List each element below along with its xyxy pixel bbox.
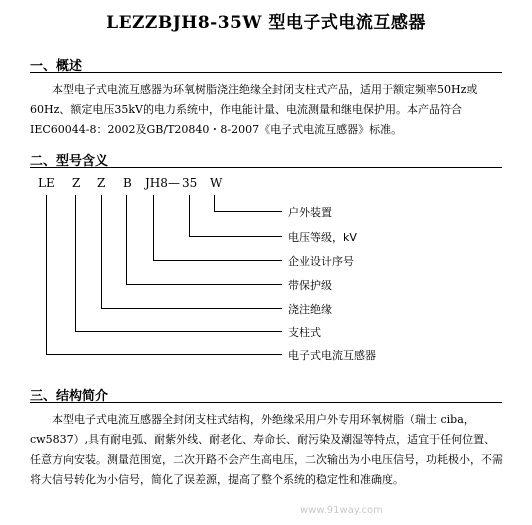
model-code-w: W	[210, 176, 223, 190]
connector-line	[154, 195, 283, 261]
model-code-z2: Z	[97, 176, 106, 190]
model-code-le: LE	[38, 176, 55, 190]
meaning-post-type: 支柱式	[288, 326, 321, 339]
connector-line	[102, 195, 283, 309]
section-heading-overview: 一、概述	[30, 59, 83, 74]
meaning-cast-insulation: 浇注绝缘	[288, 303, 332, 316]
section-heading-structure: 三、结构简介	[30, 389, 109, 404]
connector-line	[127, 195, 283, 285]
document-title: LEZZBJH8-35W 型电子式电流互感器	[106, 13, 426, 33]
model-code-b: B	[123, 176, 132, 190]
model-code-35: 35	[182, 176, 198, 190]
meaning-ect: 电子式电流互感器	[288, 349, 376, 362]
connector-line	[76, 195, 283, 332]
overview-paragraph: 本型电子式电流互感器为环氧树脂浇注绝缘全封闭支柱式产品，适用于额定频率50Hz或60Hz、额定电压35kV的电力系统中，作电能计量、电流测量和继电保护用。本产品符合IEC60044-8：2002及GB/T20840・8-2007《电子式电流互感器》标准。	[30, 83, 478, 136]
model-code-dash: —	[168, 176, 180, 190]
model-code-jh8: JH8	[145, 176, 168, 190]
model-code-z1: Z	[72, 176, 81, 190]
section-divider	[30, 402, 502, 403]
meaning-voltage-level: 电压等级，kV	[288, 231, 357, 244]
meaning-protection: 带保护级	[288, 279, 332, 292]
connector-line	[190, 195, 283, 237]
watermark: www.91way.com	[300, 505, 383, 516]
connector-line	[47, 195, 283, 355]
connector-line	[215, 195, 283, 212]
structure-paragraph: 本型电子式电流互感器全封闭支柱式结构，外绝缘采用户外专用环氧树脂（瑞士 ciba，cw5837）,具有耐电弧、耐紫外线、耐老化、寿命长、耐污染及潮湿等特点，适宜于任何位置、任意方向安装。测量范围宽，二次开路不会产生高电压，二次输出为小电压信号，功耗极小，不需将大信号转化为小信号，简化了误差源，提高了整个系统的稳定性和准确度。	[30, 413, 503, 486]
section-heading-model: 二、型号含义	[30, 154, 109, 169]
meaning-outdoor: 户外装置	[288, 206, 332, 219]
meaning-design-serial: 企业设计序号	[288, 255, 354, 268]
